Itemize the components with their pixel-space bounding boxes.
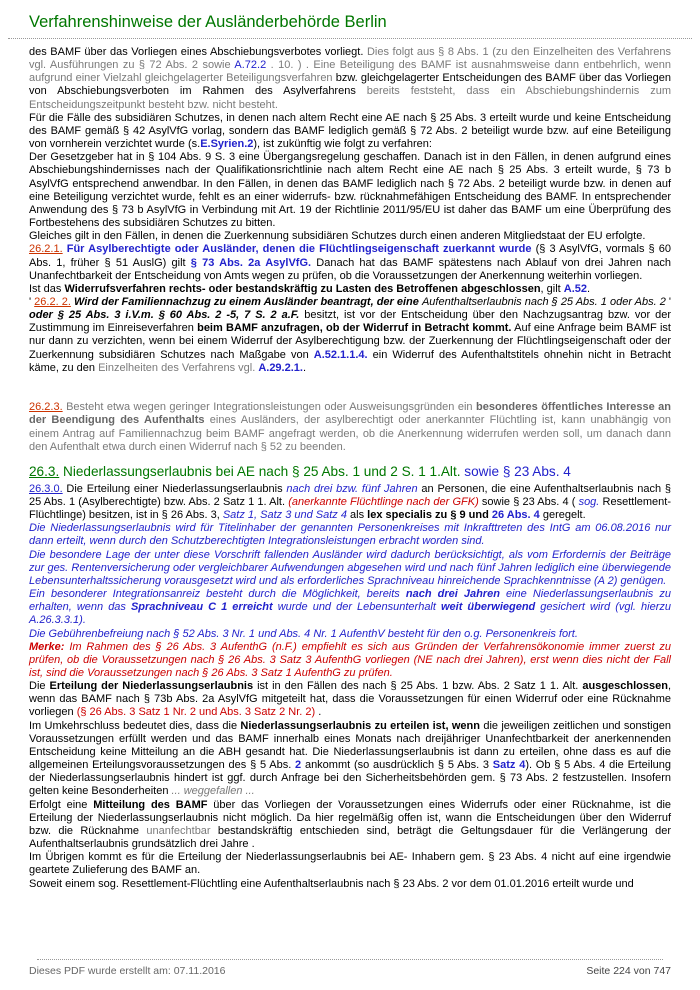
paragraph bbox=[29, 641, 671, 680]
footer-created-date: Dieses PDF wurde erstellt am: 07.11.2016 bbox=[29, 965, 226, 977]
text-run: gesichert wird (vgl. hierzu A.26.3.3.1). bbox=[29, 601, 671, 627]
text-run: Asylberechtigte oder Ausländer, denen die Flüchtlingseigenschaft zuerkannt wurde bbox=[88, 243, 532, 256]
paragraph bbox=[29, 401, 671, 454]
text-run: . 10. ) . bbox=[266, 59, 314, 72]
paragraph bbox=[29, 720, 671, 799]
text-run: Im Übrigen kommt es für die Erteilung der Niederlassungserlaubnis bei AE- Inhabern gem. § 23 Abs. 4 nicht auf eine irgendwie geartete Zulieferung des BAMF an. bbox=[29, 851, 671, 877]
text-run: die jeweiligen zeitlichen und sonstigen Voraussetzungen erfüllt werden und das BAMF innerhalb eines Monats nach dreijähriger Unanfechtbarkeit der anerkennenden Entscheidung keine Mitteilung an die ABH gesandt hat. Die Niederlassungserlaubnis ist dann zu erteilen, ohne dass es auf die allgemeinen Erteilungsvoraussetzungen des § 5 Abs. bbox=[29, 719, 671, 772]
text-run: des BAMF über das Vorliegen eines Abschiebungsverbotes vorliegt. bbox=[29, 46, 367, 58]
footer-divider bbox=[37, 959, 663, 960]
paragraph bbox=[29, 680, 671, 719]
text-run: , wenn das BAMF nach § 73b Abs. 2a AsylVfG mitgeteilt hat, dass die Voraussetzungen für einen Widerruf oder eine Rücknahme vorliegen bbox=[29, 680, 672, 719]
text-run: Danach hat das BAMF spätestens nach Ablauf von drei Jahren nach Unanfechtbarkeit der Entscheidung von Amts wegen zu prüfen, ob die Voraussetzungen der Anerkennung weiterhin vorliegen. bbox=[29, 256, 671, 282]
text-run: Der Gesetzgeber hat in § 104 Abs. 9 S. 3 eine Übergangsregelung geschaffen. Danach ist in den Fällen, in denen aufgrund eines Abschiebungshindernisses nach der Qualifikationsrichtlinie nach altem Recht eine AE nach § 25 Abs. 3 erteilt wurde, § 73 b AsylVfG entsprechend anwendbar. In den Fällen, in denen das BAMF lediglich nach § 72 Abs. 2 beteiligt wurde bzw. in denen auf eine Beteiligung verzichtet wurde, fehlt es an einer widerrufs- bzw. rücknahmefähigen Entscheidung des BAMF. In entsprechender Anwendung des § 73 b AsylVfG in Verbindung mit Art. 19 der Richtlinie 2011/95/EU ist daher das BAMF um eine Überprüfung des Fortbestehens des subsidiären Schutzes zu bitten. bbox=[29, 151, 671, 230]
paragraph bbox=[29, 483, 671, 522]
text-run: Eine Beteiligung des BAMF ist ausnahmsweise dann entbehrlich, wenn aufgrund einer Vielzahl gleichgelagerter Beteiligungsverfahren bbox=[29, 59, 671, 85]
text-run: A.52 bbox=[563, 282, 588, 295]
paragraph bbox=[29, 549, 671, 588]
document-title: Verfahrenshinweise der Ausländerbehörde Berlin bbox=[29, 13, 387, 31]
text-run: über das Vorliegen der Voraussetzungen eines Widerrufs oder einer Rücknahme, ist die Erteilung der Niederlassungserlaubnis nicht möglich. Da hier regelmäßig offen ist, wann die Entscheidungen über den Widerruf bzw. die Rücknahme bbox=[29, 798, 672, 837]
text-run: Merke: bbox=[29, 640, 65, 653]
text-run: ), ist zukünftig wie folgt zu verfahren: bbox=[253, 138, 432, 151]
text-run: besonderes öffentliches Interesse an der Beendigung des Aufenthalts bbox=[29, 401, 672, 427]
text-run: lex specialis bbox=[367, 509, 432, 522]
text-run: nach drei Jahren bbox=[405, 588, 500, 601]
footer-row bbox=[29, 965, 671, 978]
text-run: A.29.2.1. bbox=[258, 361, 303, 374]
text-run: ein Widerruf des Aufenthaltstitels ohnehin nicht in Betracht käme, zu den bbox=[29, 348, 671, 374]
text-run: 26 Abs. 4 bbox=[491, 509, 540, 522]
text-run: Ist das bbox=[29, 282, 65, 295]
title-divider bbox=[8, 38, 692, 39]
text-run: nach drei bzw. fünf Jahren bbox=[286, 482, 418, 495]
text-run: eine Niederlassungserlaubnis zu erhalten, wenn das bbox=[29, 588, 671, 614]
text-run: A.52.1.1.4. bbox=[313, 348, 368, 361]
paragraph bbox=[29, 230, 671, 243]
paragraph bbox=[29, 296, 671, 375]
text-run: wurde und der Lebensunterhalt bbox=[272, 601, 441, 614]
text-run: Für die Fälle des subsidiären Schutzes, in denen nach altem Recht eine AE nach § 25 Abs. 3 erteilt wurde und keine Entscheidung des BAMF gemäß § 42 AsylVfG vorlag, sondern das BAMF lediglich gemäß § 72 Abs. 2 beteiligt wurde bzw. auf eine Beteiligung von vornherein verzichtet wurde (s. bbox=[29, 111, 671, 151]
text-run: Wird der Familiennachzug zu einem Ausländer beantragt, der eine bbox=[73, 295, 422, 308]
text-run: Die besondere Lage der unter diese Vorschrift fallenden Ausländer wird dadurch berücksichtigt, als vom Erfordernis der Beiträge zur ges. Rentenversicherung oder vergleichbarer Aufwendungen abgesehen wird und nach fünf Jahren lediglich eine überwiegende Lebensunterhaltssicherung vorausgesetzt wird und als erforderliches Sprachniveau hinreichende Sprachkenntnisse (A 2) genügen. bbox=[29, 548, 671, 587]
text-run: 26.2.3. bbox=[29, 401, 63, 414]
text-run: Dies folgt aus § 8 Abs. 1 (zu den Einzelheiten des Verfahrens vgl. Ausführungen zu § 72 Abs. 2 sowie bbox=[29, 46, 671, 72]
paragraph bbox=[29, 46, 671, 112]
footer-page-number: Seite 224 von 747 bbox=[586, 965, 671, 977]
text-run: ... weggefallen ... bbox=[171, 785, 255, 798]
text-run: 26.2.1. bbox=[29, 243, 63, 256]
text-run: bzw. gleichgelagerter Entscheidungen des BAMF über das Vorliegen von Abschiebungsverboten im Rahmen des Asylverfahrens bbox=[29, 72, 671, 98]
text-run: unanfechtbar bbox=[146, 824, 211, 837]
text-run: A.72.2 bbox=[234, 59, 267, 72]
text-run: bestandskräftig entschieden sind, beträgt die Geltungsdauer für die Verlängerung der Aufenthaltserlaubnis grundsätzlich drei Jahre . bbox=[29, 824, 671, 851]
paragraph bbox=[29, 243, 671, 282]
text-run: Ein besonderer Integrationsanreiz besteht durch die Möglichkeit, bereits bbox=[29, 588, 406, 601]
paragraph bbox=[29, 522, 671, 548]
text-run: (§ 26 Abs. 3 Satz 1 Nr. 2 und Abs. 3 Satz 2 Nr. 2) bbox=[76, 706, 316, 719]
text-run: Erfolgt eine bbox=[29, 798, 94, 811]
paragraph bbox=[29, 628, 671, 641]
text-run: Mitteilung des BAMF bbox=[93, 798, 208, 811]
text-run: Soweit einem sog. Resettlement-Flüchtling eine Aufenthaltserlaubnis nach § 23 Abs. 2 vor dem 01.01.2016 erteilt wurde und bbox=[29, 877, 634, 890]
text-run: Widerrufsverfahren rechts- oder bestandskräftig zu Lasten des Betroffenen abgeschlossen bbox=[64, 282, 541, 295]
text-run: Auf eine Anfrage beim BAMF ist nur dann zu verzichten, wenn bei einem Widerruf der Asylberechtigung bzw. der Zuerkennung der Flüchtlingseigenschaft oder der Zuerkennung subsidiären Schutzes nach Maßgabe von bbox=[29, 322, 671, 361]
section-heading bbox=[29, 463, 671, 480]
text-run: . bbox=[587, 282, 591, 295]
paragraph bbox=[29, 851, 671, 877]
text-run: eines Ausländers, der asylberechtigt oder anerkannter Flüchtling ist, kann unabhängig von einem Antrag auf Familiennachzug beim BAMF angefragt werden, ob die Anerkennung widerrufen werden soll, um danach dann den Aufenthalt etwa durch einen Widerruf nach § 52 zu beenden. bbox=[29, 414, 671, 453]
text-run: Die Niederlassungserlaubnis wird für Titelinhaber der genannten Personenkreises mit Inkrafttreten des IntG am 06.08.2016 nur dann erteilt, wenn durch den Schutzberechtigten Integrationsleistungen erbracht worden sind. bbox=[29, 522, 671, 548]
text-run: ankommt (so ausdrücklich § 5 Abs. 3 bbox=[301, 759, 493, 772]
text-run: oder § 25 Abs. 3 i.V.m. § 60 Abs. 2 -5, 7 S. 2 a.F. bbox=[29, 309, 300, 322]
page-footer bbox=[0, 959, 700, 990]
text-run: besitzt, ist vor der Entscheidung über den Nachzugsantrag bzw. vor der Zustimmung im Einreiseverfahren bbox=[29, 309, 672, 335]
text-run: E.Syrien.2 bbox=[200, 138, 254, 151]
text-run: sowie § 23 Abs. 4 bbox=[460, 463, 571, 479]
text-run: Satz 1, Satz 3 und Satz 4 bbox=[222, 509, 347, 522]
paragraph bbox=[29, 151, 671, 230]
text-run: Im Rahmen des § 26 Abs. 3 AufenthG (n.F.) empfiehlt es sich aus Gründen der Verfahrensökonomie immer zuerst zu prüfen, ob die Voraussetzungen nach § 26 Abs. 3 Satz 3 AufenthG vorliegen (NE nach drei Jahren), erst wenn dies nicht der Fall ist, sind die Voraussetzungen nach § 26 Abs. 3 Satz 1 AufenthG zu prüfen. bbox=[29, 640, 671, 680]
text-run: Resettlement-Flüchtlinge) besitzen, ist in § 26 Abs. 3, bbox=[29, 495, 671, 522]
paragraph bbox=[29, 799, 671, 852]
text-run: als bbox=[346, 509, 368, 522]
text-run: ist in den Fällen des nach § 25 Abs. 1 bzw. Abs. 2 Satz 1 1. Alt. bbox=[253, 680, 583, 693]
text-run: beim BAMF anzufragen, ob der Widerruf in Betracht kommt. bbox=[197, 322, 512, 335]
text-run: geregelt. bbox=[539, 509, 586, 522]
text-run: an Personen, die eine Aufenthaltserlaubnis nach § 25 Abs. 1 (Asylberechtigte) bzw. Abs. 2 Satz 1 1. Alt. bbox=[29, 482, 671, 508]
text-run: 26.2. 2. bbox=[34, 295, 71, 308]
text-run: Niederlassungserlaubnis bei AE nach § 25 Abs. 1 und 2 S. 1 1.Alt. bbox=[59, 463, 461, 479]
document-body bbox=[29, 46, 671, 891]
text-run: weit überwiegend bbox=[440, 601, 536, 614]
text-run: wenn bbox=[451, 719, 480, 732]
text-run: 2 bbox=[295, 759, 302, 772]
text-run: Aufenthaltserlaubnis nach § 25 Abs. 1 oder Abs. 2 bbox=[421, 295, 666, 308]
text-run: bereits feststeht, dass ein Abschiebungshindernis zum Entscheidungszeitpunkt besteht bzw. nicht besteht. bbox=[29, 85, 671, 111]
paragraph bbox=[29, 588, 671, 627]
paragraph bbox=[29, 283, 671, 296]
text-run: sowie § 23 Abs. 4 ( bbox=[478, 495, 579, 508]
text-run: 26.3. bbox=[29, 463, 60, 479]
text-run: Erteilung der Niederlassungserlaubnis bbox=[49, 680, 254, 693]
vertical-gap bbox=[29, 375, 671, 401]
text-run: Für bbox=[62, 243, 89, 256]
text-run: Die bbox=[29, 680, 50, 693]
text-run: Die Gebührenbefreiung nach § 52 Abs. 3 Nr. 1 und Abs. 4 Nr. 1 AufenthV besteht für den o.g. Personenkreis fort. bbox=[29, 627, 578, 640]
text-run: sog. bbox=[578, 495, 600, 508]
text-run: ' bbox=[665, 295, 672, 308]
text-run: 26.3.0. bbox=[29, 482, 63, 495]
text-run: . bbox=[302, 361, 307, 374]
text-run: Sprachniveau C 1 erreicht bbox=[130, 601, 273, 614]
text-run: ). Ob § 5 Abs. 4 die Erteilung der Niederlassungserlaubnis hindert ist ggf. durch Anfrage bei den Sicherheitsbehörden gem. § 73 Abs. 2 festzustellen. Insofern gelten keine Besonderheiten bbox=[29, 759, 671, 798]
text-run: Einzelheiten des Verfahrens vgl. bbox=[98, 361, 259, 374]
text-run: Gleiches gilt in den Fällen, in denen die Zuerkennung subsidiären Schutzes durch einen anderen Mitgliedstaat der EU erfolgte. bbox=[29, 230, 646, 243]
text-run: Im Umkehrschluss bedeutet dies, dass die bbox=[29, 719, 241, 732]
text-run: Besteht etwa wegen geringer Integrationsleistungen oder Ausweisungsgründen ein bbox=[62, 401, 476, 414]
text-run: Satz 4 bbox=[492, 759, 526, 772]
text-run: ausgeschlossen bbox=[582, 680, 668, 693]
text-run: zu § 9 und bbox=[431, 509, 492, 522]
text-run: , gilt bbox=[540, 282, 564, 295]
text-run: (anerkannte Flüchtlinge nach der GFK) bbox=[288, 495, 479, 508]
paragraph bbox=[29, 112, 671, 151]
text-run: Niederlassungserlaubnis zu erteilen ist, bbox=[240, 719, 449, 732]
text-run: ' bbox=[29, 295, 35, 308]
text-run: . bbox=[315, 706, 322, 719]
text-run: (§ 3 AsylVfG, vormals § 60 Abs. 1, früher § 51 AuslG) gilt bbox=[29, 243, 671, 269]
text-run: § 73 Abs. 2a AsylVfG. bbox=[190, 256, 312, 269]
text-run: Die Erteilung einer Niederlassungserlaubnis bbox=[62, 482, 287, 495]
paragraph bbox=[29, 878, 671, 891]
